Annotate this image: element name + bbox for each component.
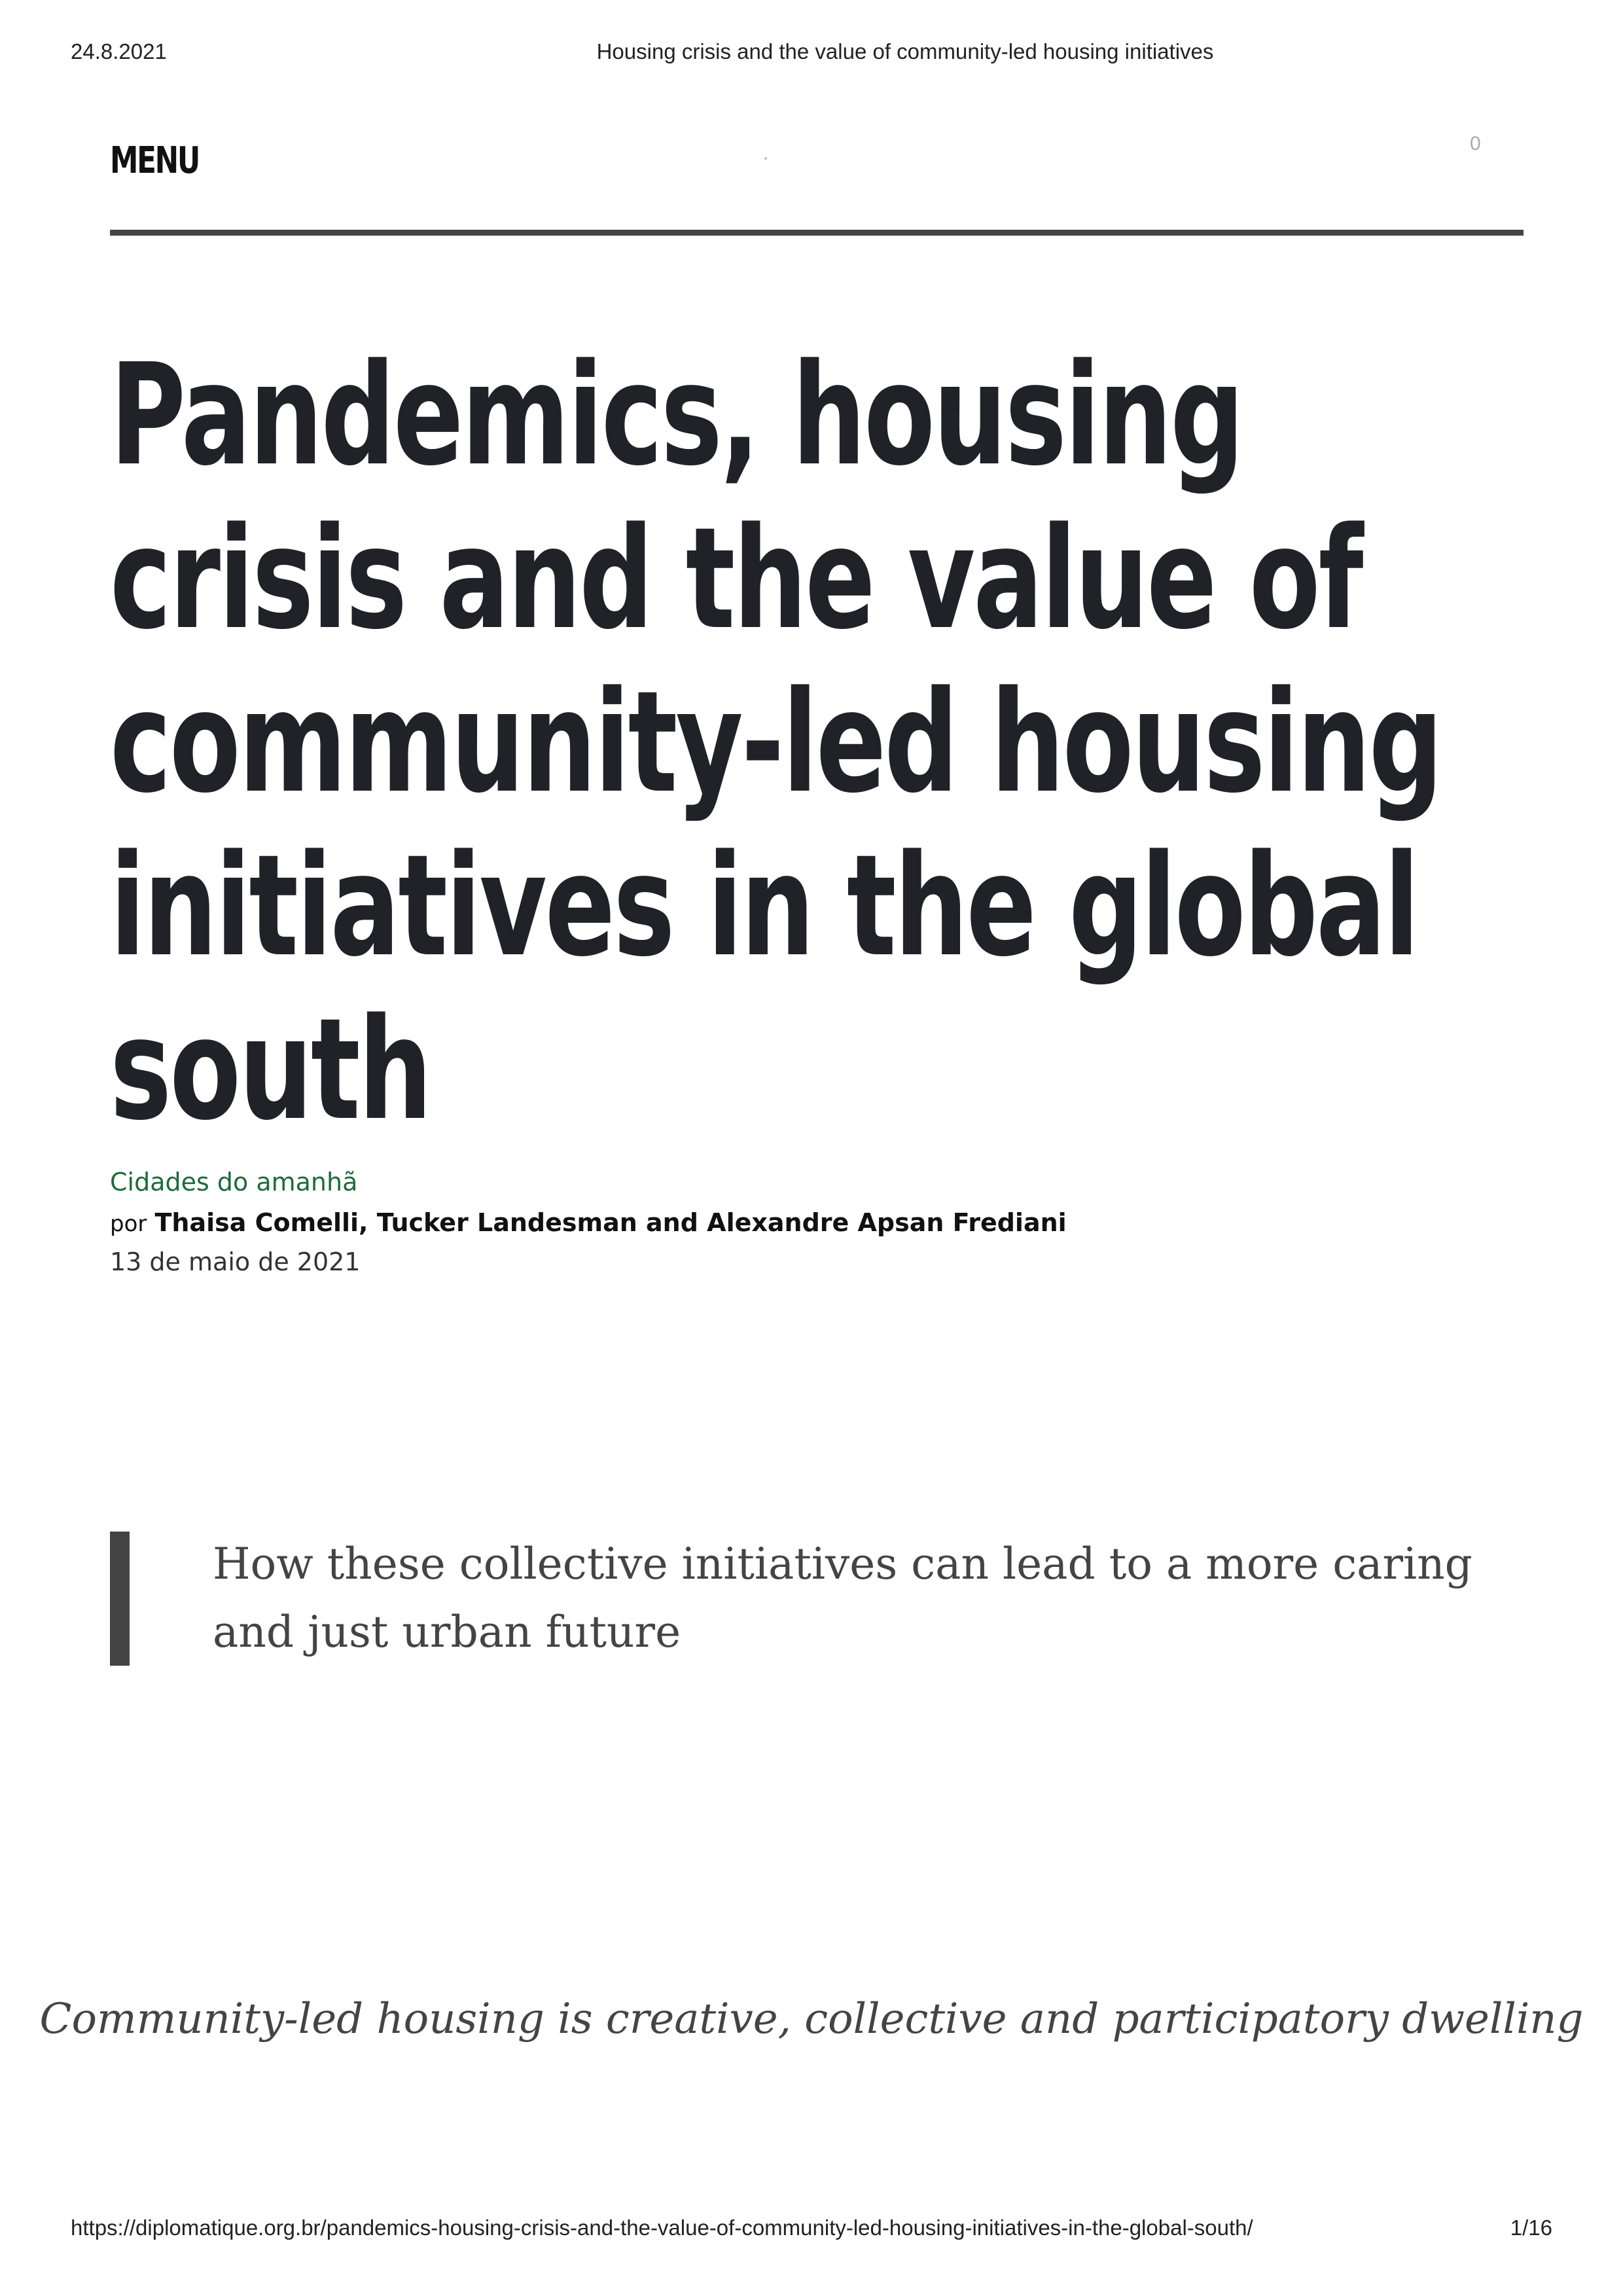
article-title: Pandemics, housing crisis and the value of community-led housing initiatives in the global south bbox=[110, 334, 1442, 1151]
standfirst-bar bbox=[110, 1532, 130, 1666]
logo-placeholder[interactable] bbox=[764, 157, 767, 160]
site-header bbox=[110, 121, 1524, 236]
byline bbox=[110, 1208, 1067, 1237]
standfirst: How these collective initiatives can lead to a more caring and just urban future bbox=[213, 1539, 1472, 1657]
publication-date: 13 de maio de 2021 bbox=[110, 1247, 361, 1276]
pull-quote: Community-led housing is creative, collective and participatory dwelling bbox=[39, 1995, 1584, 2043]
cart-count[interactable]: 0 bbox=[1470, 133, 1481, 154]
print-page-number: 1/16 bbox=[1510, 2215, 1552, 2240]
print-footer bbox=[0, 2215, 1623, 2244]
menu-button[interactable]: MENU bbox=[110, 139, 199, 182]
header-divider bbox=[110, 230, 1524, 236]
print-header bbox=[0, 39, 1623, 68]
print-url: https://diplomatique.org.br/pandemics-housing-crisis-and-the-value-of-community-led-housing-initiatives-in-the-global-south/ bbox=[71, 2215, 1253, 2240]
category-link[interactable]: Cidades do amanhã bbox=[110, 1168, 358, 1196]
byline-prefix: por bbox=[110, 1211, 147, 1237]
byline-authors[interactable]: Thaisa Comelli, Tucker Landesman and Alexandre Apsan Frediani bbox=[154, 1208, 1067, 1237]
print-date: 24.8.2021 bbox=[71, 39, 167, 63]
print-page-title: Housing crisis and the value of community-led housing initiatives bbox=[596, 39, 1214, 63]
